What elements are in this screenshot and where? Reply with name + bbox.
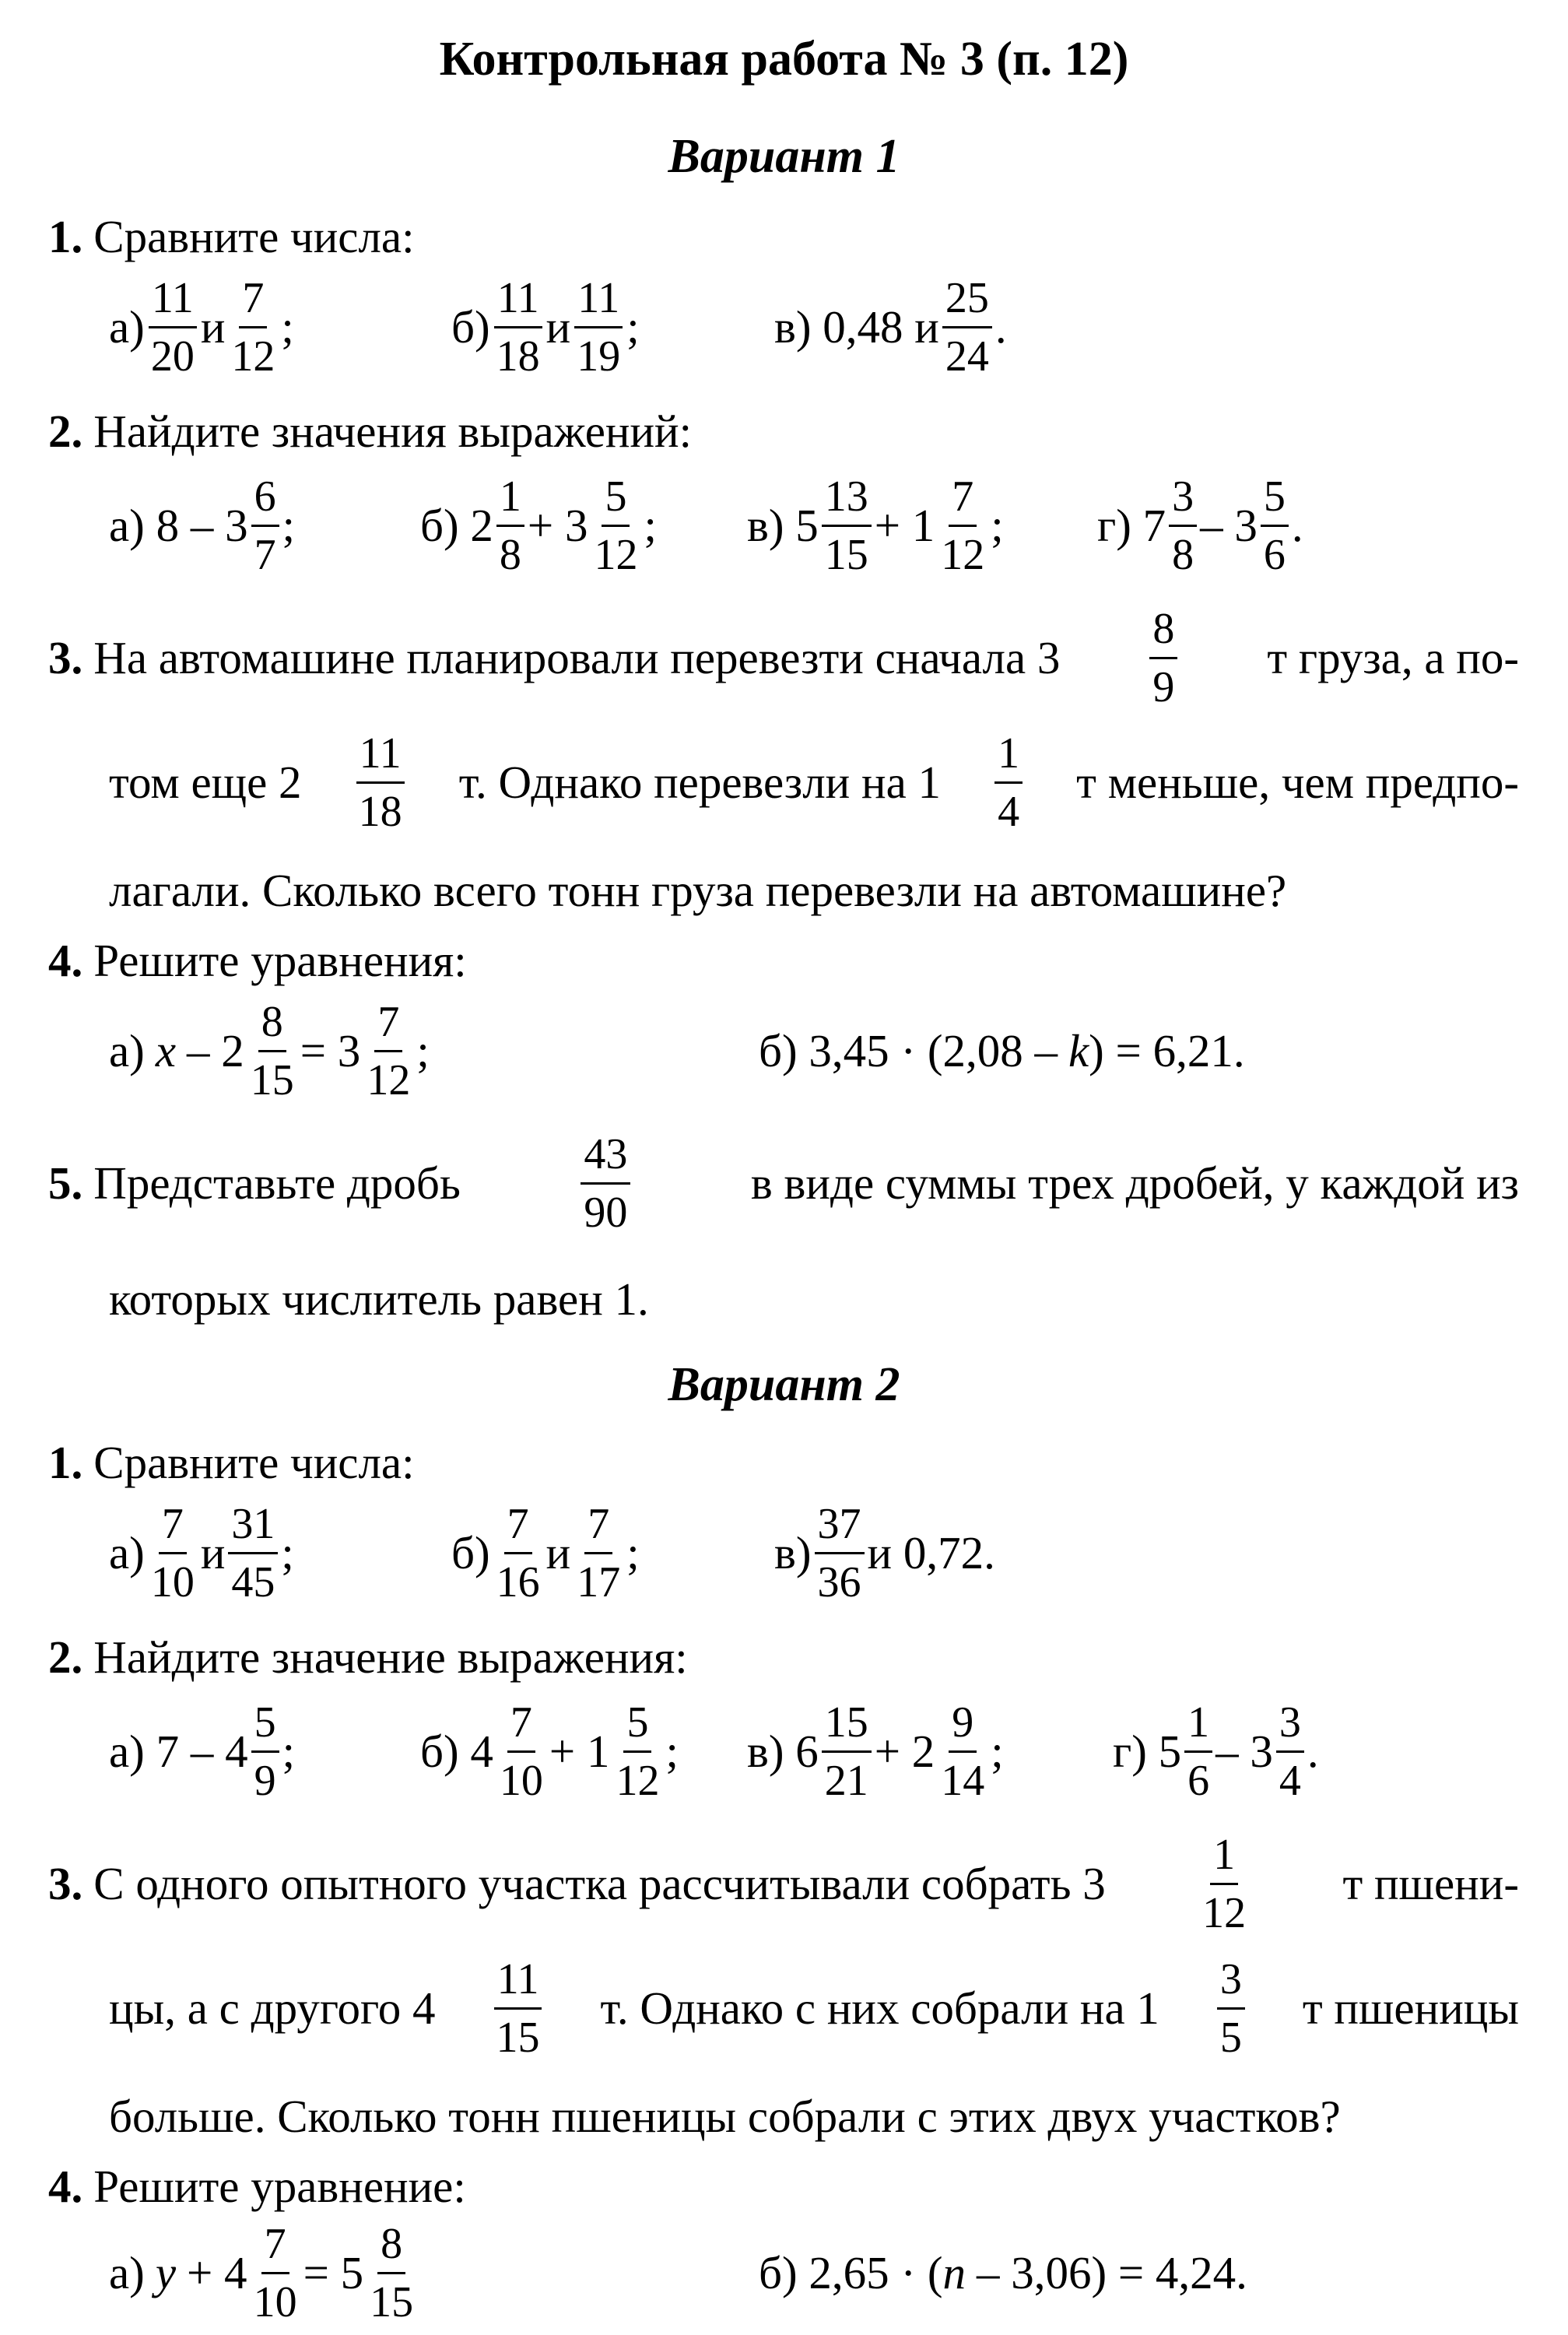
fraction: $\frac{8}{15}$ xyxy=(370,2219,414,2326)
problem-number: 4. xyxy=(48,935,83,986)
v1-item-2a: а) 8 – 3 $\frac{6}{7}$ ; xyxy=(109,472,295,579)
problem-text: Решите уравнение: xyxy=(93,2161,466,2212)
problem-number: 1. xyxy=(48,211,83,262)
fraction: $\frac{3}{4}$ xyxy=(1276,1701,1304,1803)
fraction: $\frac{1}{6}$ xyxy=(1184,1701,1212,1803)
v2-item-2b: б) 4 $\frac{7}{10}$ + 1 $\frac{5}{12}$ ; xyxy=(420,1698,679,1805)
v2-item-2c: в) 6 $\frac{15}{21}$ + 2 $\frac{9}{14}$ ; xyxy=(747,1698,1004,1805)
v1-item-4b: б) 3,45 · (2,08 – k ) = 6,21. xyxy=(759,1024,1245,1076)
fraction: $\frac{37}{36}$ xyxy=(815,1502,865,1604)
fraction: $\frac{1}{8}$ xyxy=(496,475,524,577)
v2-item-1c: в) $\frac{37}{36}$ и 0,72. xyxy=(774,1499,995,1606)
problem-number: 4. xyxy=(48,2161,83,2212)
fraction: $\frac{7}{16}$ xyxy=(496,1499,540,1606)
fraction: $\frac{1}{12}$ xyxy=(1202,1830,1247,1937)
v2-problem-2-items xyxy=(109,1693,1319,1810)
fraction: $\frac{5}{6}$ xyxy=(1261,475,1289,577)
v1-item-4a: а) x – 2 $\frac{8}{15}$ = 3 $\frac{7}{12}$ ; xyxy=(109,997,430,1104)
fraction: $\frac{11}{15}$ xyxy=(493,1958,543,2059)
fraction: $\frac{11}{18}$ xyxy=(493,276,543,378)
v1-item-1b: б) $\frac{11}{18}$ и $\frac{11}{19}$ ; xyxy=(451,273,640,381)
v2-item-1a: а) $\frac{7}{10}$ и $\frac{31}{45}$ ; xyxy=(109,1499,294,1606)
problem-text: Сравните числа: xyxy=(93,1437,415,1488)
variant-2-title: Вариант 2 xyxy=(668,1358,900,1411)
fraction: $\frac{7}{10}$ xyxy=(253,2219,297,2326)
v2-item-2a: а) 7 – 4 $\frac{5}{9}$ ; xyxy=(109,1698,295,1805)
fraction: $\frac{25}{24}$ xyxy=(942,276,992,378)
fraction: $\frac{8}{15}$ xyxy=(250,997,294,1104)
v1-problem-3-line-1: 3. На автомашине планировали перевезти сначала 3 $\frac{8}{9}$ т груза, а по- xyxy=(48,604,1519,711)
fraction: $\frac{3}{8}$ xyxy=(1169,475,1197,577)
v2-item-2d: г) 5 $\frac{1}{6}$ – 3 $\frac{3}{4}$ . xyxy=(1113,1698,1319,1805)
fraction: $\frac{1}{4}$ xyxy=(994,732,1023,834)
v1-problem-1-heading xyxy=(48,211,415,262)
fraction: $\frac{11}{19}$ xyxy=(574,276,623,378)
v2-item-1b: б) $\frac{7}{16}$ и $\frac{7}{17}$ ; xyxy=(451,1499,640,1606)
fraction: $\frac{3}{5}$ xyxy=(1217,1958,1245,2059)
problem-text: Найдите значение выражения: xyxy=(93,1631,688,1683)
fraction: $\frac{5}{9}$ xyxy=(251,1701,279,1803)
v2-problem-4-heading xyxy=(48,2161,466,2212)
v2-problem-2-heading xyxy=(48,1631,688,1683)
fraction: $\frac{43}{90}$ xyxy=(581,1132,630,1234)
v2-problem-3-line-3: больше. Сколько тонн пшеницы собрали с этих двух участков? xyxy=(109,2091,1341,2142)
v2-item-4b: б) 2,65 · ( n – 3,06) = 4,24. xyxy=(759,2246,1247,2298)
v1-problem-2-heading xyxy=(48,406,693,457)
fraction: $\frac{15}{21}$ xyxy=(822,1701,872,1803)
v1-item-1a: а) $\frac{11}{20}$ и $\frac{7}{12}$ ; xyxy=(109,273,294,381)
v2-problem-3-line-2: цы, а с другого 4 $\frac{11}{15}$ т. Однако с них собрали на 1 $\frac{3}{5}$ т пшеницы xyxy=(109,1954,1519,2062)
v2-problem-3-line-1: 3. С одного опытного участка рассчитывали собрать 3 $\frac{1}{12}$ т пшени- xyxy=(48,1830,1519,1937)
v1-problem-1-items xyxy=(109,269,1007,385)
fraction: $\frac{7}{12}$ xyxy=(367,997,411,1104)
fraction: $\frac{5}{12}$ xyxy=(594,472,638,579)
problem-number: 3. xyxy=(48,1857,83,1909)
problem-number: 5. xyxy=(48,1157,83,1209)
v2-problem-4-items xyxy=(109,2214,1247,2331)
v1-problem-3-line-3: лагали. Сколько всего тонн груза перевезли на автомашине? xyxy=(109,865,1287,916)
problem-text: Найдите значения выражений: xyxy=(93,406,693,457)
problem-number: 3. xyxy=(48,631,83,683)
fraction: $\frac{5}{12}$ xyxy=(616,1698,660,1805)
fraction: $\frac{6}{7}$ xyxy=(251,475,279,577)
item-label: а) xyxy=(109,300,145,353)
v1-problem-4-heading xyxy=(48,935,467,986)
v1-item-1c: в) 0,48 и $\frac{25}{24}$ . xyxy=(774,273,1007,381)
v1-problem-2-items xyxy=(109,467,1303,584)
fraction: $\frac{8}{9}$ xyxy=(1149,607,1177,709)
fraction: $\frac{31}{45}$ xyxy=(228,1502,278,1604)
fraction: $\frac{7}{10}$ xyxy=(150,1499,195,1606)
problem-number: 1. xyxy=(48,1437,83,1488)
problem-text: Решите уравнения: xyxy=(93,935,467,986)
fraction: $\frac{11}{18}$ xyxy=(356,732,405,834)
fraction: $\frac{7}{17}$ xyxy=(577,1499,621,1606)
v1-problem-5-line-1: 5. Представьте дробь $\frac{43}{90}$ в виде суммы трех дробей, у каждой из xyxy=(48,1129,1519,1237)
fraction: $\frac{9}{14}$ xyxy=(941,1698,985,1805)
v2-item-4a: а) y + 4 $\frac{7}{10}$ = 5 $\frac{8}{15}$ xyxy=(109,2222,759,2324)
worksheet-title: Контрольная работа № 3 (п. 12) xyxy=(439,33,1129,86)
problem-number: 2. xyxy=(48,1631,83,1683)
v1-problem-3-line-2: том еще 2 $\frac{11}{18}$ т. Однако перевезли на 1 $\frac{1}{4}$ т меньше, чем предпо- xyxy=(109,729,1519,836)
problem-number: 2. xyxy=(48,406,83,457)
fraction: $\frac{7}{12}$ xyxy=(941,472,985,579)
problem-text: Сравните числа: xyxy=(93,211,415,262)
v1-problem-5-line-2: которых числитель равен 1. xyxy=(109,1273,649,1325)
fraction: $\frac{7}{12}$ xyxy=(231,273,275,381)
v2-problem-1-items xyxy=(109,1494,995,1611)
variant-1-title: Вариант 1 xyxy=(668,130,900,183)
v1-item-2c: в) 5 $\frac{13}{15}$ + 1 $\frac{7}{12}$ ; xyxy=(747,472,1004,579)
fraction: $\frac{13}{15}$ xyxy=(822,475,872,577)
fraction: $\frac{11}{20}$ xyxy=(148,276,198,378)
v1-item-2d: г) 7 $\frac{3}{8}$ – 3 $\frac{5}{6}$ . xyxy=(1097,472,1303,579)
v1-problem-4-items xyxy=(109,992,1245,1109)
fraction: $\frac{7}{10}$ xyxy=(499,1698,543,1805)
v1-item-2b: б) 2 $\frac{1}{8}$ + 3 $\frac{5}{12}$ ; xyxy=(420,472,657,579)
v2-problem-1-heading xyxy=(48,1437,415,1488)
